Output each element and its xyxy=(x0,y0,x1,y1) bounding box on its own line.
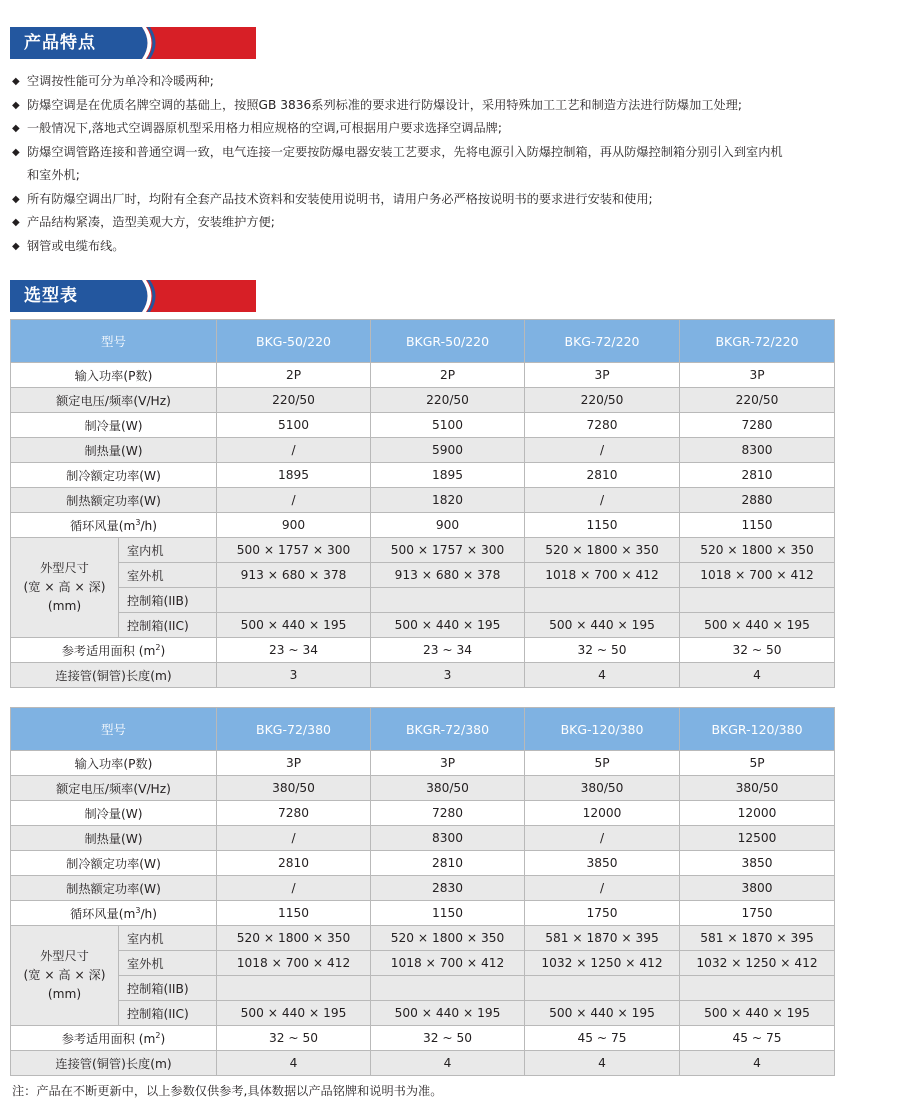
table-cell: 1895 xyxy=(371,463,525,488)
model-cell: BKGR-72/380 xyxy=(371,708,525,751)
table-cell: 581 × 1870 × 395 xyxy=(680,926,835,951)
table-cell: 4 xyxy=(525,663,680,688)
table-row xyxy=(11,926,835,951)
table-cell: / xyxy=(217,876,371,901)
row-label: 控制箱(IIC) xyxy=(119,613,217,638)
table-cell: 220/50 xyxy=(525,388,680,413)
model-label: 型号 xyxy=(11,320,217,363)
table-cell: 3850 xyxy=(525,851,680,876)
table-row xyxy=(11,613,835,638)
table-cell: 1820 xyxy=(371,488,525,513)
table-row xyxy=(11,563,835,588)
table-cell: 900 xyxy=(217,513,371,538)
features-title: 产品特点 xyxy=(24,33,96,53)
table-cell: 1018 × 700 × 412 xyxy=(371,951,525,976)
table-cell: 1018 × 700 × 412 xyxy=(680,563,835,588)
table-cell: 500 × 1757 × 300 xyxy=(371,538,525,563)
table-cell: 7280 xyxy=(217,801,371,826)
model-cell: BKGR-50/220 xyxy=(371,320,525,363)
table-row xyxy=(11,901,835,926)
feature-item: ◆ 一般情况下,落地式空调器原机型采用格力相应规格的空调,可根据用户要求选择空调品牌; xyxy=(12,117,872,141)
spec-table-220v xyxy=(10,319,835,688)
table-cell: 1750 xyxy=(680,901,835,926)
table-cell: 2830 xyxy=(371,876,525,901)
table-cell: 5100 xyxy=(217,413,371,438)
table-cell: 500 × 440 × 195 xyxy=(217,613,371,638)
table-cell: 2810 xyxy=(217,851,371,876)
table-cell: 5P xyxy=(680,751,835,776)
feature-item: ◆ 所有防爆空调出厂时，均附有全套产品技术资料和安装使用说明书，请用户务必严格按说明书的要求进行安装和使用; xyxy=(12,188,872,212)
row-label: 参考适用面积 $(m^2)$ xyxy=(11,638,217,663)
table-cell: 1895 xyxy=(217,463,371,488)
model-cell: BKG-72/380 xyxy=(217,708,371,751)
feature-item: ◆ 防爆空调是在优质名牌空调的基础上，按照GB 3836系列标准的要求进行防爆设计，采用特殊加工工艺和制造方法进行防爆加工处理; xyxy=(12,94,872,118)
table-cell: 380/50 xyxy=(525,776,680,801)
table-row xyxy=(11,976,835,1001)
diamond-bullet-icon: ◆ xyxy=(12,217,20,228)
table-cell: 500 × 440 × 195 xyxy=(217,1001,371,1026)
table-row xyxy=(11,538,835,563)
row-label: 制冷额定功率(W) xyxy=(11,463,217,488)
table-cell: 500 × 1757 × 300 xyxy=(217,538,371,563)
row-label: 制热额定功率(W) xyxy=(11,876,217,901)
row-label: 室外机 xyxy=(119,951,217,976)
table-cell: 380/50 xyxy=(680,776,835,801)
table-cell xyxy=(680,588,835,613)
table-cell: 7280 xyxy=(371,801,525,826)
diamond-bullet-icon: ◆ xyxy=(12,76,20,87)
table-cell: 4 xyxy=(525,1051,680,1076)
row-label: 输入功率(P数) xyxy=(11,751,217,776)
row-label: 控制箱(IIB) xyxy=(119,976,217,1001)
row-label: 制热额定功率(W) xyxy=(11,488,217,513)
diamond-bullet-icon: ◆ xyxy=(12,193,20,205)
table-cell: 4 xyxy=(371,1051,525,1076)
table-cell xyxy=(371,588,525,613)
table-cell: 4 xyxy=(217,1051,371,1076)
row-label: 制冷额定功率(W) xyxy=(11,851,217,876)
table-cell: 1150 xyxy=(371,901,525,926)
row-label: 循环风量$(m^3/h)$ xyxy=(11,513,217,538)
table-cell xyxy=(217,588,371,613)
feature-item: ◆ 钢管或电缆布线。 xyxy=(12,235,872,259)
diamond-bullet-icon: ◆ xyxy=(12,99,20,111)
table-cell: 220/50 xyxy=(680,388,835,413)
table-row xyxy=(11,751,835,776)
table-cell: 5P xyxy=(525,751,680,776)
table-cell: / xyxy=(525,438,680,463)
table-cell: 4 xyxy=(680,663,835,688)
table-cell: / xyxy=(217,826,371,851)
table-cell: 3P xyxy=(371,751,525,776)
table-cell: 520 × 1800 × 350 xyxy=(525,538,680,563)
table-cell: 2810 xyxy=(371,851,525,876)
table-cell: 4 xyxy=(680,1051,835,1076)
table-cell: 32 ~ 50 xyxy=(371,1026,525,1051)
table-row xyxy=(11,851,835,876)
table-cell: 23 ~ 34 xyxy=(217,638,371,663)
table-cell: 12500 xyxy=(680,826,835,851)
feature-item: ◆ 防爆空调管路连接和普通空调一致，电气连接一定要按防爆电器安装工艺要求，先将电源引入防爆控制箱，再从防爆控制箱分别引入到室内机 和室外机; xyxy=(12,141,872,188)
row-label: 制冷量(W) xyxy=(11,413,217,438)
table-cell: 2P xyxy=(371,363,525,388)
dimensions-label: 外型尺寸 (宽 × 高 × 深) (mm) xyxy=(11,538,119,638)
table-row xyxy=(11,488,835,513)
table-cell: 500 × 440 × 195 xyxy=(680,1001,835,1026)
table-row xyxy=(11,513,835,538)
table-cell xyxy=(371,976,525,1001)
table-cell: 220/50 xyxy=(217,388,371,413)
table-row xyxy=(11,1051,835,1076)
table-header-row xyxy=(11,708,835,751)
table-row xyxy=(11,588,835,613)
table-cell: 1150 xyxy=(217,901,371,926)
dimensions-label: 外型尺寸 (宽 × 高 × 深) (mm) xyxy=(11,926,119,1026)
table-cell: 520 × 1800 × 350 xyxy=(217,926,371,951)
table-row xyxy=(11,826,835,851)
table-cell: 7280 xyxy=(525,413,680,438)
table-cell: 32 ~ 50 xyxy=(525,638,680,663)
table-row xyxy=(11,363,835,388)
table-row xyxy=(11,413,835,438)
feature-list xyxy=(12,70,872,258)
table-cell: 380/50 xyxy=(371,776,525,801)
table-cell: / xyxy=(217,488,371,513)
diamond-bullet-icon: ◆ xyxy=(12,146,20,158)
table-row xyxy=(11,638,835,663)
row-label: 室内机 xyxy=(119,926,217,951)
table-cell: 500 × 440 × 195 xyxy=(525,613,680,638)
row-label: 额定电压/频率(V/Hz) xyxy=(11,388,217,413)
table-cell: 3850 xyxy=(680,851,835,876)
table-cell: 5900 xyxy=(371,438,525,463)
table-cell: 8300 xyxy=(371,826,525,851)
row-label: 连接管(铜管)长度(m) xyxy=(11,1051,217,1076)
selection-title: 选型表 xyxy=(24,286,78,306)
table-cell: 45 ~ 75 xyxy=(680,1026,835,1051)
table-cell: 220/50 xyxy=(371,388,525,413)
table-cell: 500 × 440 × 195 xyxy=(680,613,835,638)
table-cell: 3P xyxy=(680,363,835,388)
row-label: 室外机 xyxy=(119,563,217,588)
table-cell: 1150 xyxy=(525,513,680,538)
row-label: 制热量(W) xyxy=(11,438,217,463)
model-label: 型号 xyxy=(11,708,217,751)
table-row xyxy=(11,801,835,826)
table-cell: 2P xyxy=(217,363,371,388)
table-cell: 500 × 440 × 195 xyxy=(371,1001,525,1026)
table-cell: 900 xyxy=(371,513,525,538)
table-cell: 3P xyxy=(525,363,680,388)
feature-continuation: 和室外机; xyxy=(27,168,80,182)
table-header-row xyxy=(11,320,835,363)
table-cell: 32 ~ 50 xyxy=(217,1026,371,1051)
row-label: 控制箱(IIC) xyxy=(119,1001,217,1026)
table-cell: 32 ~ 50 xyxy=(680,638,835,663)
table-row xyxy=(11,438,835,463)
table-cell: 913 × 680 × 378 xyxy=(217,563,371,588)
row-label: 输入功率(P数) xyxy=(11,363,217,388)
table-cell: 1018 × 700 × 412 xyxy=(217,951,371,976)
table-cell: 1032 × 1250 × 412 xyxy=(525,951,680,976)
table-cell: 3 xyxy=(371,663,525,688)
table-cell: 8300 xyxy=(680,438,835,463)
table-cell: 3P xyxy=(217,751,371,776)
table-cell: 380/50 xyxy=(217,776,371,801)
row-label: 循环风量$(m^3/h)$ xyxy=(11,901,217,926)
table-cell xyxy=(217,976,371,1001)
diamond-bullet-icon: ◆ xyxy=(12,123,20,134)
table-row xyxy=(11,776,835,801)
table-row xyxy=(11,876,835,901)
row-label: 制热量(W) xyxy=(11,826,217,851)
table-row xyxy=(11,663,835,688)
row-label: 连接管(铜管)长度(m) xyxy=(11,663,217,688)
feature-item: ◆ 产品结构紧凑，造型美观大方，安装维护方便; xyxy=(12,211,872,235)
feature-item: ◆ 空调按性能可分为单冷和冷暖两种; xyxy=(12,70,872,94)
footnote: 注：产品在不断更新中，以上参数仅供参考,具体数据以产品铭牌和说明书为准。 xyxy=(12,1084,443,1098)
table-row xyxy=(11,1001,835,1026)
table-cell: 12000 xyxy=(525,801,680,826)
table-cell: 520 × 1800 × 350 xyxy=(680,538,835,563)
table-cell: 23 ~ 34 xyxy=(371,638,525,663)
model-cell: BKGR-72/220 xyxy=(680,320,835,363)
table-cell: 500 × 440 × 195 xyxy=(525,1001,680,1026)
table-row xyxy=(11,388,835,413)
table-cell: 581 × 1870 × 395 xyxy=(525,926,680,951)
features-section-header xyxy=(10,27,256,59)
table-cell: / xyxy=(525,876,680,901)
table-cell: 2810 xyxy=(525,463,680,488)
row-label: 室内机 xyxy=(119,538,217,563)
table-cell: 1032 × 1250 × 412 xyxy=(680,951,835,976)
model-cell: BKG-72/220 xyxy=(525,320,680,363)
table-cell: 45 ~ 75 xyxy=(525,1026,680,1051)
table-cell: 2880 xyxy=(680,488,835,513)
table-cell: / xyxy=(525,488,680,513)
row-label: 制冷量(W) xyxy=(11,801,217,826)
table-cell: 520 × 1800 × 350 xyxy=(371,926,525,951)
selection-section-header xyxy=(10,280,256,312)
table-cell: 3800 xyxy=(680,876,835,901)
model-cell: BKG-120/380 xyxy=(525,708,680,751)
table-row xyxy=(11,951,835,976)
table-cell: 500 × 440 × 195 xyxy=(371,613,525,638)
spec-table-380v xyxy=(10,707,835,1076)
table-cell xyxy=(525,976,680,1001)
table-cell xyxy=(680,976,835,1001)
table-cell: 5100 xyxy=(371,413,525,438)
table-cell: 7280 xyxy=(680,413,835,438)
table-row xyxy=(11,1026,835,1051)
table-cell: / xyxy=(217,438,371,463)
table-cell xyxy=(525,588,680,613)
row-label: 参考适用面积 $(m^2)$ xyxy=(11,1026,217,1051)
table-cell: / xyxy=(525,826,680,851)
model-cell: BKG-50/220 xyxy=(217,320,371,363)
row-label: 额定电压/频率(V/Hz) xyxy=(11,776,217,801)
table-row xyxy=(11,463,835,488)
table-cell: 1018 × 700 × 412 xyxy=(525,563,680,588)
table-cell: 2810 xyxy=(680,463,835,488)
table-cell: 1750 xyxy=(525,901,680,926)
table-cell: 12000 xyxy=(680,801,835,826)
table-cell: 913 × 680 × 378 xyxy=(371,563,525,588)
model-cell: BKGR-120/380 xyxy=(680,708,835,751)
table-cell: 3 xyxy=(217,663,371,688)
table-cell: 1150 xyxy=(680,513,835,538)
diamond-bullet-icon: ◆ xyxy=(12,240,20,252)
row-label: 控制箱(IIB) xyxy=(119,588,217,613)
